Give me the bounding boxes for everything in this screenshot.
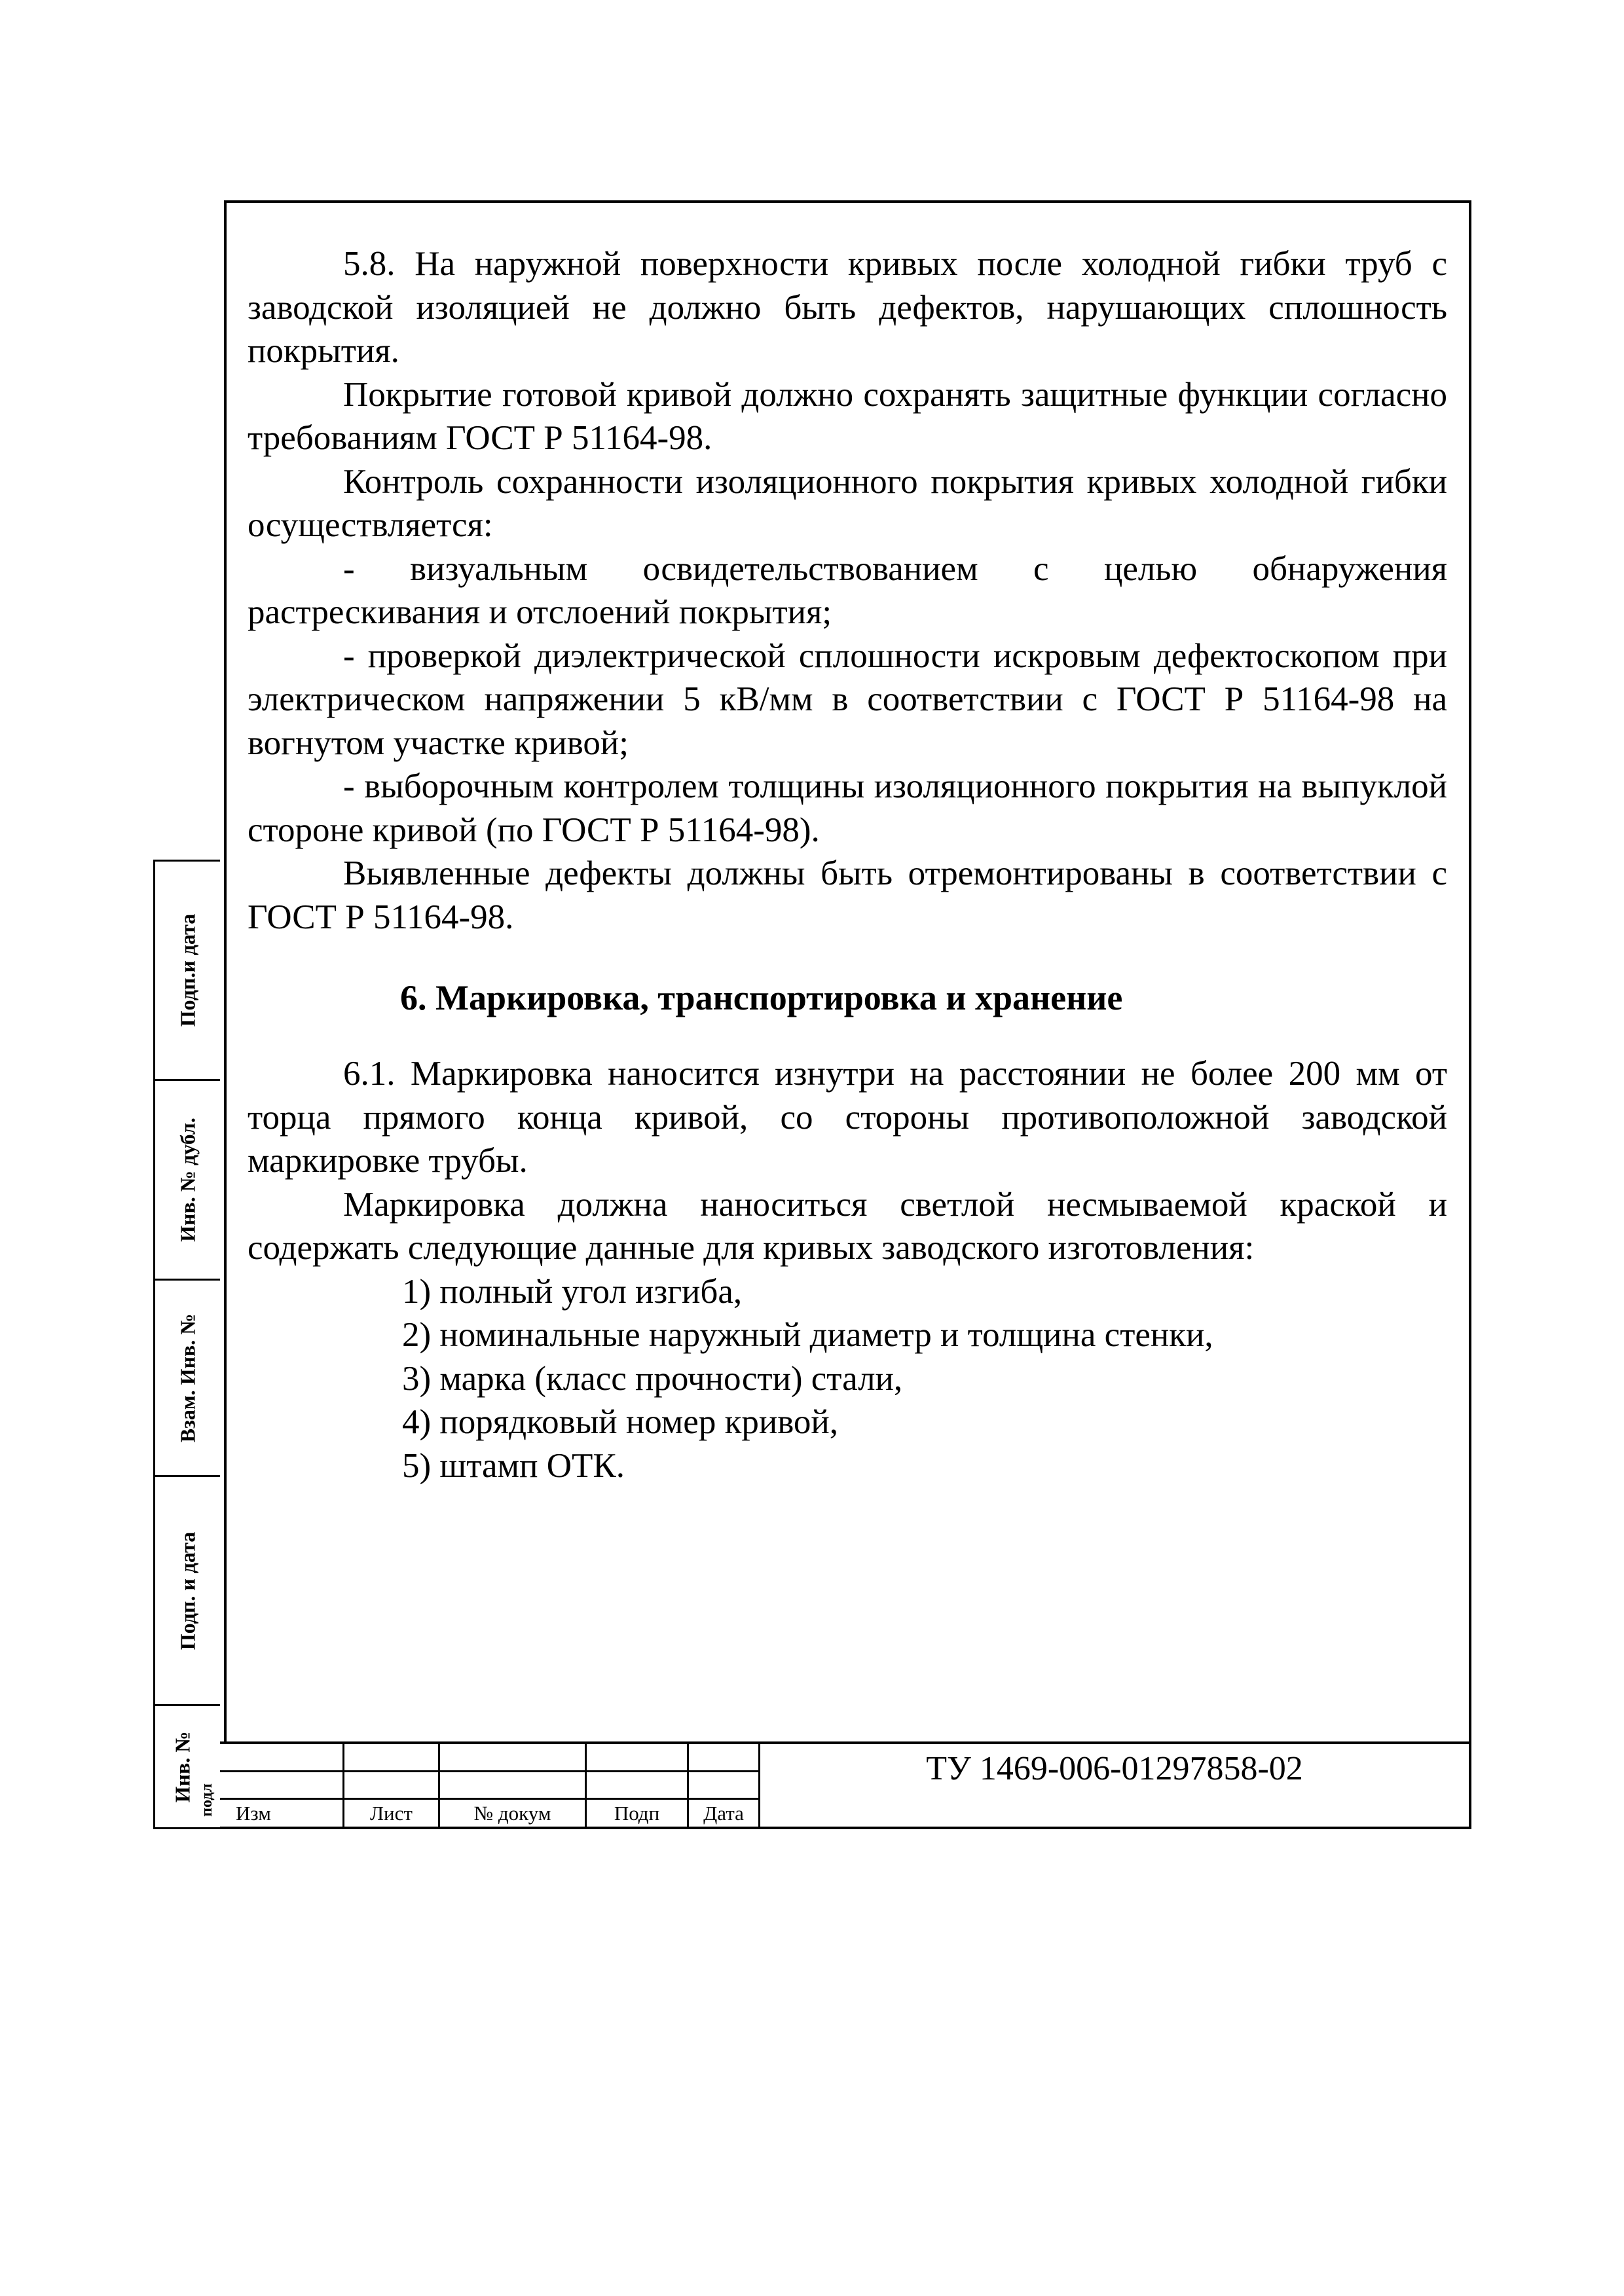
stamp-cell-sign-date <box>155 862 220 1081</box>
col-list <box>344 1744 440 1827</box>
col-date <box>689 1744 758 1827</box>
revision-table <box>220 1744 758 1827</box>
list-item: 2) номинальные наружный диаметр и толщина стенки, <box>402 1316 1213 1354</box>
title-block <box>220 1741 1471 1829</box>
paragraph-6-1: 6.1. Маркировка наносится изнутри на расстоянии не более 200 мм от торца прямого конца кривой, со стороны противоположной заводской маркировке трубы. <box>248 1055 1447 1180</box>
col-izm <box>220 1744 344 1827</box>
stamp-sublabel: подл <box>198 1783 216 1817</box>
list-item: 5) штамп ОТК. <box>402 1446 625 1485</box>
paragraph-5-8: 5.8. На наружной поверхности кривых после холодной гибки труб с заводской изоляцией не должно быть дефектов, нарушающих сплошность покрытия. <box>248 245 1447 370</box>
paragraph-visual-inspection: - визуальным освидетельствованием с целью обнаружения растрескивания и отслоений покрытия; <box>248 549 1447 631</box>
document-code: ТУ 1469-006-01297858-02 <box>926 1750 1303 1787</box>
col-sign <box>587 1744 689 1827</box>
paragraph-dielectric-check: - проверкой диэлектрической сплошности искровым дефектоскопом при электрическом напряжении 5 кВ/мм в соответствии с ГОСТ Р 51164-98 на вогнутом участке кривой; <box>248 636 1447 762</box>
list-item: 4) порядковый номер кривой, <box>402 1403 838 1441</box>
stamp-cell-dup-inv <box>155 1081 220 1281</box>
document-code-cell <box>758 1744 1469 1827</box>
col-header: Подп <box>614 1802 660 1825</box>
stamp-cell-replace-inv <box>155 1281 220 1477</box>
paragraph-marking-data: Маркировка должна наноситься светлой несмываемой краской и содержать следующие данные для кривых заводского изготовления: <box>248 1185 1447 1267</box>
section-heading-6: 6. Маркировка, транспортировка и хранение <box>400 978 1123 1017</box>
col-header: № докум <box>473 1802 551 1825</box>
stamp-label: Подп. и дата <box>175 1531 199 1650</box>
paragraph-coating-protection: Покрытие готовой кривой должно сохранять защитные функции согласно требованиям ГОСТ Р 51164-98. <box>248 375 1447 457</box>
col-doc-number <box>440 1744 587 1827</box>
margin-stamp-strip <box>153 860 220 1829</box>
paragraph-thickness-control: - выборочным контролем толщины изоляционного покрытия на выпуклой стороне кривой (по ГОСТ Р 51164-98). <box>248 767 1447 849</box>
stamp-cell-orig-inv <box>155 1706 220 1827</box>
paragraph-defects-repair: Выявленные дефекты должны быть отремонтированы в соответствии с ГОСТ Р 51164-98. <box>248 854 1447 936</box>
stamp-cell-sign-date-2 <box>155 1477 220 1706</box>
col-header: Изм <box>236 1802 271 1825</box>
stamp-label: Подп.и дата <box>175 913 199 1027</box>
paragraph-control-intro: Контроль сохранности изоляционного покрытия кривых холодной гибки осуществляется: <box>248 462 1447 544</box>
col-header: Лист <box>370 1802 413 1825</box>
stamp-label: Инв. № дубл. <box>175 1118 199 1242</box>
list-item: 3) марка (класс прочности) стали, <box>402 1359 903 1398</box>
stamp-label: Инв. № <box>170 1731 194 1802</box>
document-body <box>248 242 1447 1487</box>
list-item: 1) полный угол изгиба, <box>402 1272 743 1311</box>
stamp-label: Взам. Инв. № <box>175 1313 199 1442</box>
col-header: Дата <box>703 1802 744 1825</box>
